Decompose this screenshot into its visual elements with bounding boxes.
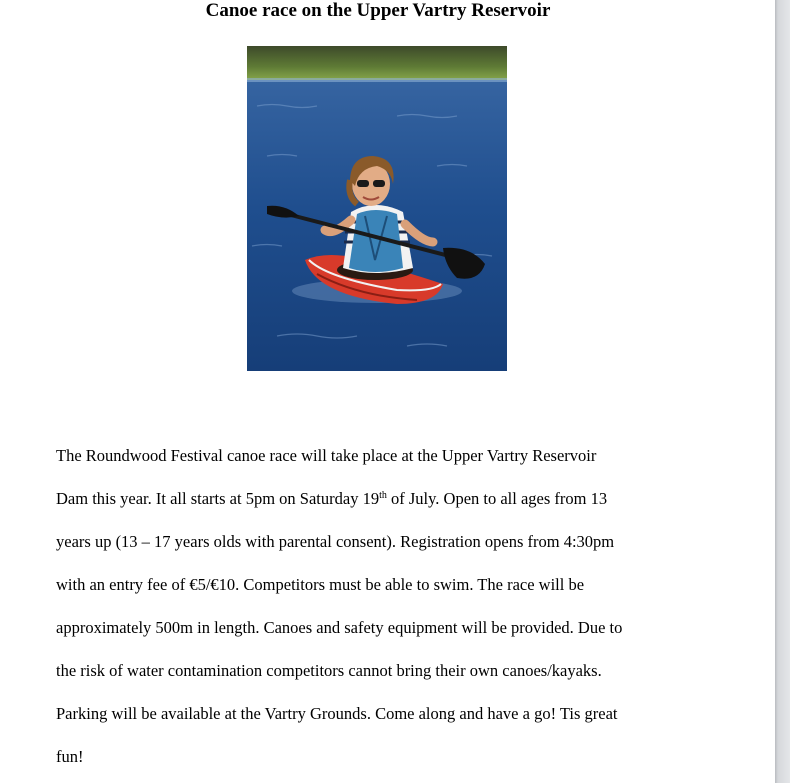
body-line-5: approximately 500m in length. Canoes and safety equipment will be provided. Due to bbox=[56, 618, 623, 637]
body-line-7: Parking will be available at the Vartry Grounds. Come along and have a go! Tis great bbox=[56, 704, 618, 723]
document-title: Canoe race on the Upper Vartry Reservoir bbox=[205, 0, 551, 21]
body-line-2 bbox=[56, 477, 736, 520]
body-line-2-rest: of July. Open to all ages from 13 bbox=[386, 489, 608, 508]
ordinal-suffix: th bbox=[379, 490, 387, 501]
body-line-3: years up (13 – 17 years olds with parental consent). Registration opens from 4:30pm bbox=[56, 532, 615, 551]
kayaker-photo bbox=[247, 46, 507, 371]
body-paragraph bbox=[56, 434, 736, 778]
body-line-2-text: Dam this year. It all starts at 5pm on Saturday 19 bbox=[56, 489, 380, 508]
body-line-4: with an entry fee of €5/€10. Competitors must be able to swim. The race will be bbox=[56, 575, 585, 594]
page-edge-shadow bbox=[775, 0, 790, 783]
body-line-6: the risk of water contamination competitors cannot bring their own canoes/kayaks. bbox=[56, 661, 602, 680]
body-line-8: fun! bbox=[56, 747, 84, 766]
body-line-1: The Roundwood Festival canoe race will take place at the Upper Vartry Reservoir bbox=[56, 446, 597, 465]
kayaker-photo-icon bbox=[247, 46, 507, 371]
